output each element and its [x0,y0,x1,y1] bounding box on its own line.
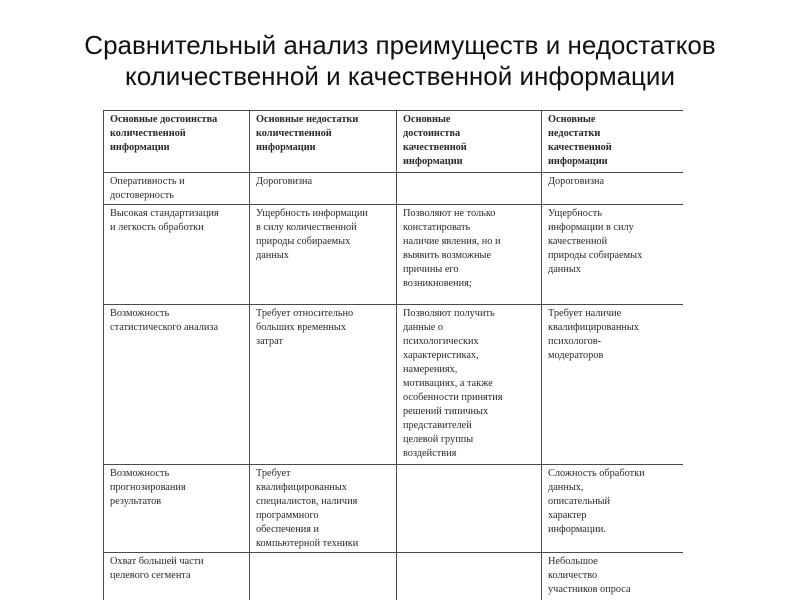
table-cell: Небольшое количество участников опроса [542,553,684,600]
table-cell: Требует относительно больших временных затрат [250,305,397,465]
table-cell: Ущербность информации в силу количественной природы собираемых данных [250,205,397,305]
table-cell [250,553,397,600]
comparison-table-image [103,110,683,600]
slide-title: Сравнительный анализ преимуществ и недостатков количественной и качественной информации [84,30,716,91]
comparison-table [103,110,683,600]
table-row [104,173,684,205]
table-cell: Требует наличие квалифицированных психологов- модераторов [542,305,684,465]
table-cell: Возможность статистического анализа [104,305,250,465]
table-cell [397,553,542,600]
table-cell [397,465,542,553]
table-cell: Сложность обработки данных, описательный характер информации. [542,465,684,553]
table-header-row [104,111,684,173]
table-cell: Оперативность и достоверность [104,173,250,205]
table-cell: Дороговизна [250,173,397,205]
table-cell: Возможность прогнозирования результатов [104,465,250,553]
table-row [104,465,684,553]
table-cell [397,173,542,205]
header-cell-qualitative-advantages: Основные достоинства качественной информации [397,111,542,173]
header-cell-quantitative-disadvantages: Основные недостатки количественной информации [250,111,397,173]
table-cell: Дороговизна [542,173,684,205]
table-cell: Позволяют получить данные о психологических характеристиках, намерениях, мотивациях, а также особенности принятия решений типичных представителей целевой группы воздействия [397,305,542,465]
table-cell: Ущербность информации в силу качественной природы собираемых данных [542,205,684,305]
table-cell: Высокая стандартизация и легкость обработки [104,205,250,305]
header-cell-quantitative-advantages: Основные достоинства количественной информации [104,111,250,173]
header-cell-qualitative-disadvantages: Основные недостатки качественной информации [542,111,684,173]
table-row [104,553,684,600]
table-row [104,205,684,305]
table-cell: Позволяют не только констатировать наличие явления, но и выявить возможные причины его возникновения; [397,205,542,305]
table-cell: Охват большей части целевого сегмента [104,553,250,600]
table-cell: Требует квалифицированных специалистов, наличия программного обеспечения и компьютерной техники [250,465,397,553]
table-row [104,305,684,465]
